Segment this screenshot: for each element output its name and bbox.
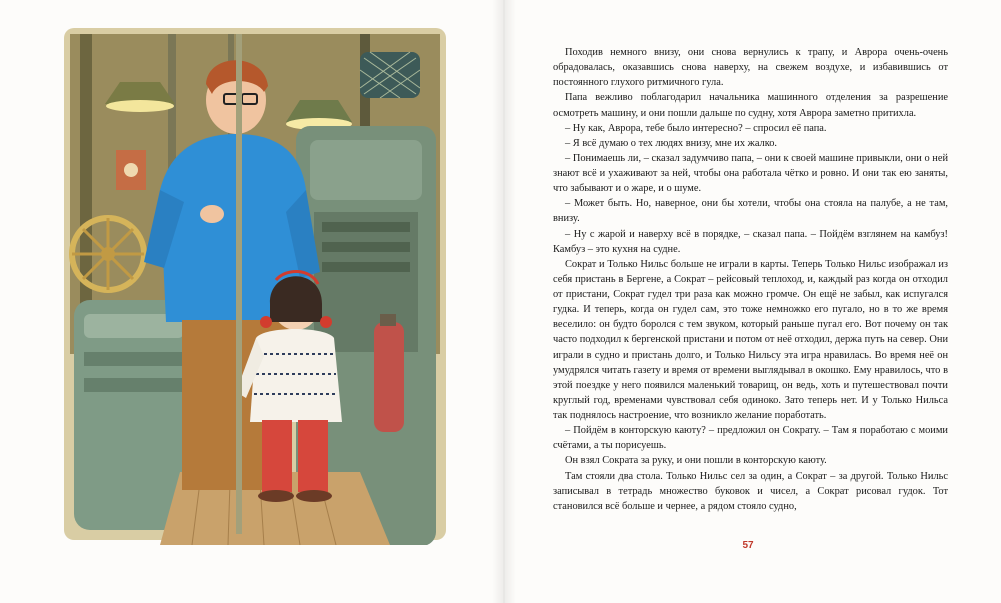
paragraph-5: – Понимаешь ли, – сказал задумчиво папа, – они к своей машине привыкли, они о ней знают всё и ухаживают за ней, чтобы она работала чётко и ровно. И они так ею заняты, что забывают и о жаре, и о шуме.	[553, 152, 948, 195]
paragraph-3: – Ну как, Аврора, тебе было интересно? – спросил её папа.	[565, 122, 827, 134]
ship-engine-room-illustration	[60, 22, 453, 545]
paragraph-9: – Пойдём в конторскую каюту? – предложил он Сократу. – Там я поработаю с моими счётами, а ты порисуешь.	[553, 425, 948, 452]
paragraph-8: Сократ и Только Нильс больше не играли в карты. Теперь Только Нильс изображал из себя пристань в Бергене, а Сократ – рейсовый теплоход, и, каждый раз когда он отходил от пристани, Сократ гудел три раза как можно громче. Он ещё не забыл, как испугался гудка. И теперь, когда он гудел сам, это тоже немножко его пугало, но в то же время веселило: он будто боролся с тем звуком, который раньше пугал его. Вот почему он так часто подходил к бергенской пристани и потом от неё отходил, держа путь на север. Они играли в судно и пристань долго, и Только Нильсу эта игра нравилась. Во время неё он умудрялся читать газету и время от времени выглядывал в окошко. Ему нравилось, что в этой поездке у него появился маленький товарищ, он ведь, хоть и путешествовал почти круглый год, временами чувствовал себя одиноко. Зато теперь нет. И у Только Нильса так поднялось настроение, что возникло желание поработать.	[553, 258, 948, 421]
page-number: 57	[742, 540, 754, 551]
paragraph-7: – Ну с жарой и наверху всё в порядке, – сказал папа. – Пойдём взглянем на камбуз! Камбуз – это кухня на судне.	[553, 228, 948, 255]
book-gutter	[492, 0, 516, 603]
paragraph-6: – Может быть. Но, наверное, они бы хотели, чтобы она стояла на палубе, а не там, внизу.	[553, 198, 948, 225]
paragraph-11: Там стояли два стола. Только Нильс сел за один, а Сократ – за другой. Только Нильс записывал в тетрадь множество буковок и чисел, а Сократ рисовал гудок. Тот становился всё больше и чернее, а рядом стояло судно,	[553, 470, 948, 512]
paragraph-1: Походив немного внизу, они снова вернулись к трапу, и Аврора очень-очень обрадовалась, оказавшись снова наверху, на свежем воздухе, и избавившись от постоянного глухого ритмичного гула.	[553, 47, 948, 89]
paragraph-10: Он взял Сократа за руку, и они пошли в конторскую каюту.	[565, 455, 827, 467]
paragraph-4: – Я всё думаю о тех людях внизу, мне их жалко.	[565, 137, 778, 149]
book-text-column	[553, 45, 948, 514]
paragraph-2: Папа вежливо поблагодарил начальника машинного отделения за разрешение осмотреть машину, и они пошли дальше по судну, хотя Аврора заметно притихла.	[553, 92, 948, 119]
